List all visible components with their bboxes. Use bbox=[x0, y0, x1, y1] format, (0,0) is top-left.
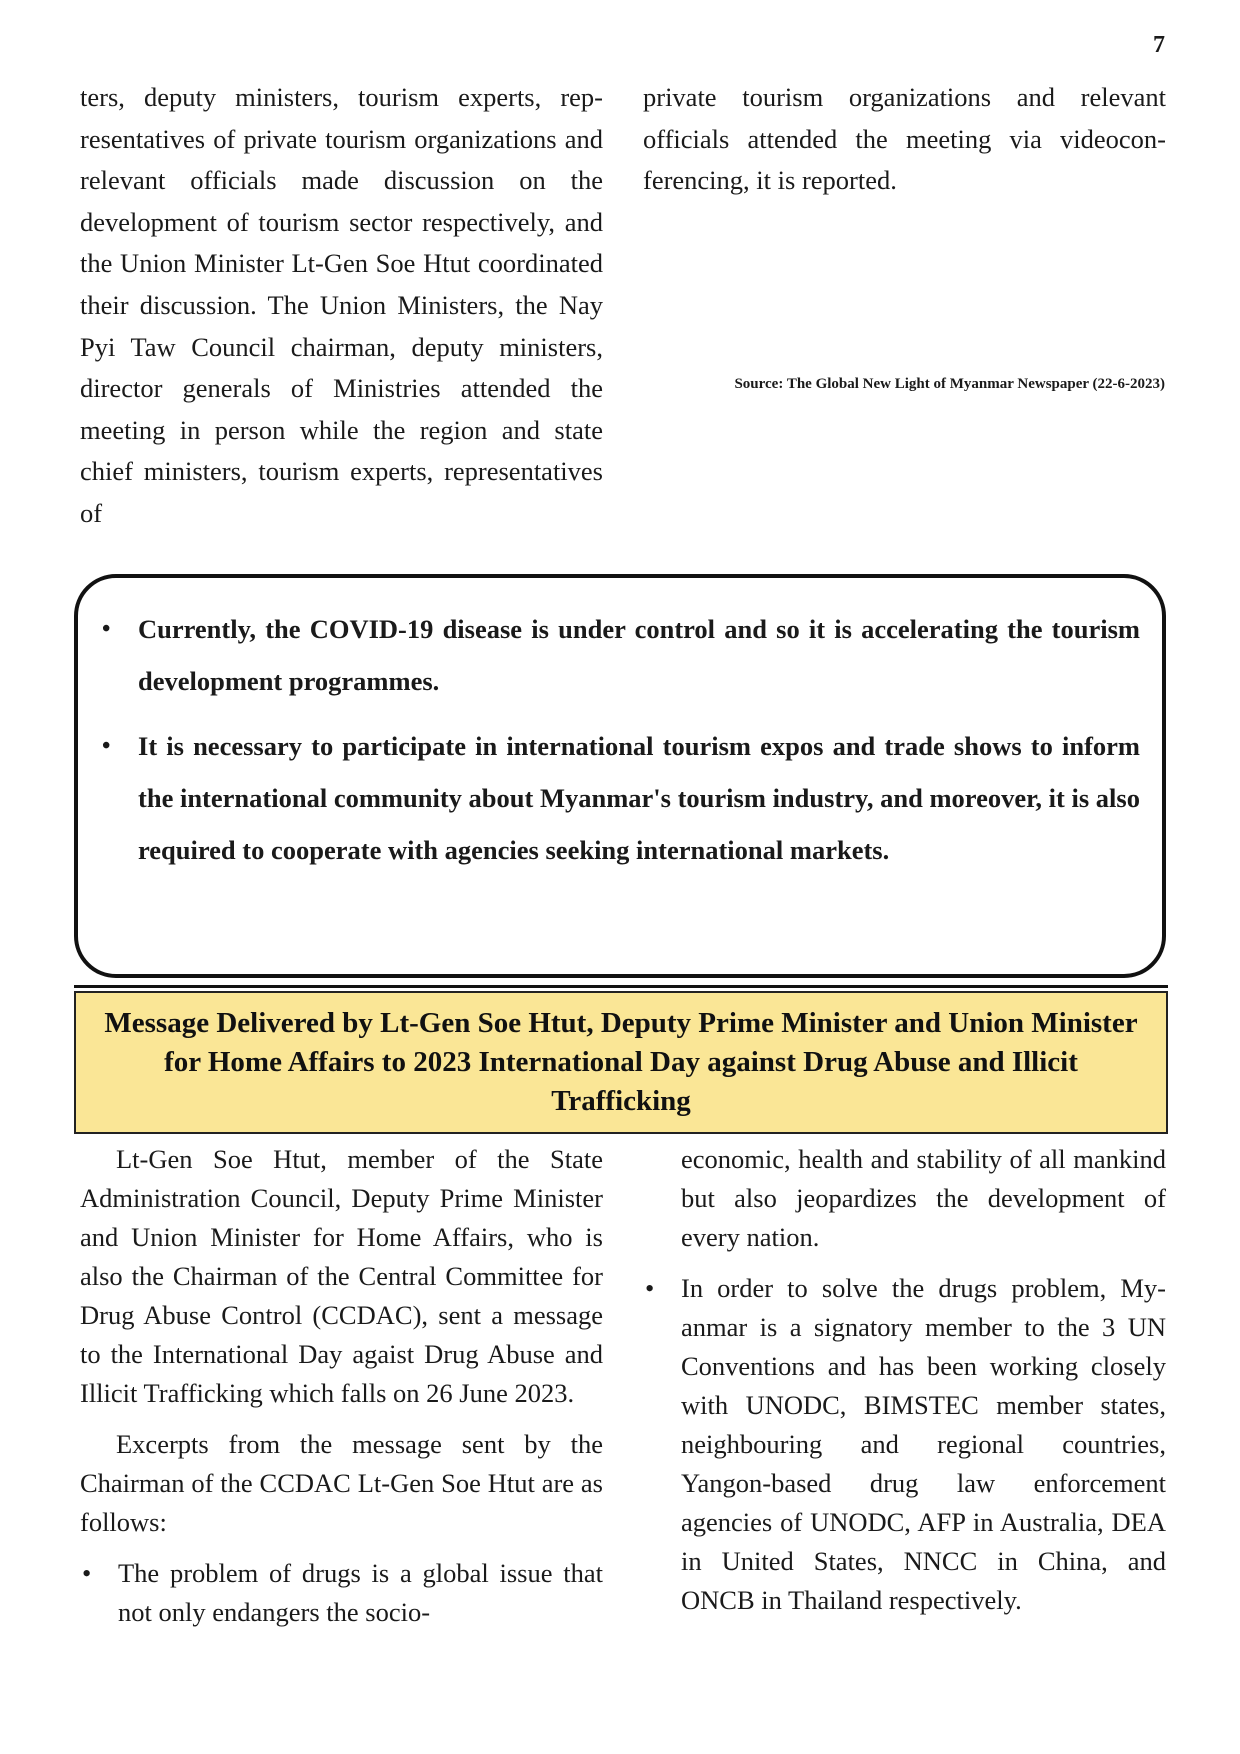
highlight-box bbox=[74, 574, 1166, 978]
highlight-item: • It is necessary to participate in international tourism expos and trade shows to inform the international community about Myanmar's tourism industry, and moreover, it is also required to cooperate with agencies seeking international markets. bbox=[102, 720, 1140, 876]
continued-paragraph: ters, deputy ministers, tourism experts, representatives of private tourism organizations and relevant officials made discussion on the development of tourism sector respectively, and the Union Minister Lt-Gen Soe Htut coordinated their discussion. The Union Ministers, the Nay Pyi Taw Council chairman, deputy ministers, director generals of Ministries attended the meeting in person while the region and state chief ministers, tourism experts, representatives of bbox=[80, 82, 603, 528]
article-bullet-continued: economic, health and stability of all mankind but also jeopardizes the development of every nation. bbox=[681, 1144, 1166, 1252]
top-right-column bbox=[643, 77, 1166, 202]
article-bullet: • The problem of drugs is a global issue that not only endangers the socio- bbox=[80, 1554, 603, 1632]
article-title-box bbox=[74, 991, 1168, 1134]
article-title: Message Delivered by Lt-Gen Soe Htut, Deputy Prime Minister and Union Minister for Home Affairs to 2023 International Day against Drug Abuse and Illicit Trafficking bbox=[104, 1007, 1138, 1117]
article-bullet: • In order to solve the drugs problem, Myanmar is a signatory member to the 3 UN Conventions and has been working closely with UNODC, BIMSTEC member states, neighbouring and regional countries, Yangon-based drug law enforcement agencies of UNODC, AFP in Australia, DEA in United States, NNCC in China, and ONCB in Thailand respectively. bbox=[643, 1269, 1166, 1620]
bottom-left-column bbox=[80, 1140, 603, 1632]
article-paragraph: Excerpts from the message sent by the Chairman of the CCDAC Lt-Gen Soe Htut are as follows: bbox=[80, 1429, 603, 1537]
bottom-right-column bbox=[681, 1140, 1166, 1620]
continued-paragraph-end: private tourism organizations and relevant officials attended the meeting via videoconferencing, it is reported. bbox=[643, 82, 1166, 196]
title-divider bbox=[74, 985, 1168, 988]
article-paragraph: Lt-Gen Soe Htut, member of the State Administration Council, Deputy Prime Minister and Union Minister for Home Affairs, who is also the Chairman of the Central Committee for Drug Abuse Control (CCDAC), sent a message to the International Day agaist Drug Abuse and Illicit Trafficking which falls on 26 June 2023. bbox=[80, 1144, 603, 1408]
page-number: 7 bbox=[1153, 32, 1165, 58]
highlight-item: • Currently, the COVID-19 disease is under control and so it is accelerating the tourism development programmes. bbox=[102, 603, 1140, 707]
highlight-list bbox=[102, 603, 1140, 876]
top-left-column bbox=[80, 77, 603, 535]
source-note: Source: The Global New Light of Myanmar Newspaper (22-6-2023) bbox=[734, 376, 1165, 392]
